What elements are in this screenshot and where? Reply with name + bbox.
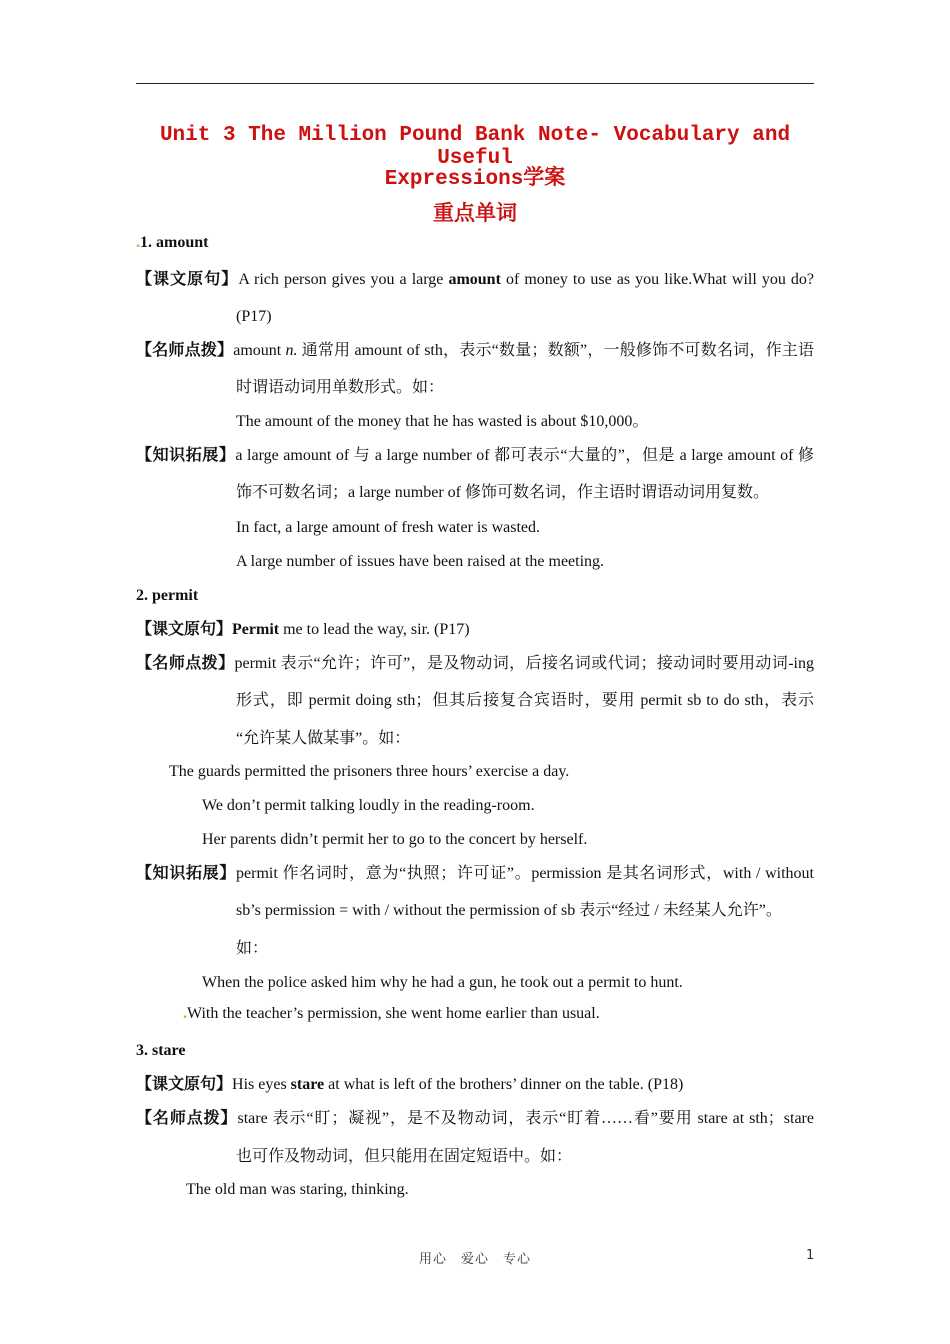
label-original: 【课文原句】: [136, 271, 239, 288]
permit-expand-example2: .With the teacher’s permission, she went home earlier than usual.: [183, 1005, 600, 1022]
bullet-dot-icon: .: [136, 234, 140, 251]
amount-original-sentence: 【课文原句】A rich person gives you a large amount of money to use as you like.What will you do?: [136, 271, 815, 288]
permit-original-sentence: 【课文原句】Permit me to lead the way, sir. (P17): [136, 621, 470, 638]
stare-original-sentence: 【课文原句】His eyes stare at what is left of the brothers’ dinner on the table. (P18): [136, 1076, 684, 1093]
footer-motto: 用心 爱心 专心: [418, 1252, 531, 1267]
permit-tip-line2: 形式，即 permit doing sth；但其后接复合宾语时，要用 permit sb to do sth，表示: [236, 692, 814, 709]
label-original: 【课文原句】: [136, 621, 233, 638]
label-expand: 【知识拓展】: [136, 865, 237, 882]
label-tip: 【名师点拨】: [136, 1110, 238, 1127]
permit-expand-line3: 如：: [236, 940, 269, 957]
amount-expand-example2: A large number of issues have been raised at the meeting.: [236, 553, 605, 570]
label-original: 【课文原句】: [136, 1076, 233, 1093]
header-rule: [136, 83, 814, 84]
permit-example3: Her parents didn’t permit her to go to the concert by herself.: [202, 831, 588, 848]
amount-tip-example: The amount of the money that he has wasted is about $10,000。: [236, 413, 649, 430]
bullet-dot-icon: .: [183, 1005, 187, 1022]
stare-tip-line2: 也可作及物动词，但只能用在固定短语中。如：: [236, 1148, 573, 1165]
permit-expand-line2: sb’s permission = with / without the permission of sb 表示“经过 / 未经某人允许”。: [236, 902, 782, 919]
stare-example1: The old man was staring, thinking.: [186, 1181, 409, 1198]
document-title-line2: Expressions学案: [384, 168, 566, 191]
amount-original-page: (P17): [236, 308, 272, 325]
amount-expand: 【知识拓展】a large amount of 与 a large number of 都可表示“大量的”，但是 a large amount of 修: [136, 447, 814, 464]
permit-tip: 【名师点拨】permit 表示“允许；许可”，是及物动词，后接名词或代词；接动词时要用动词-ing: [136, 655, 814, 672]
entry-heading-amount: .1. amount: [136, 234, 209, 251]
amount-tip: 【名师点拨】amount n. 通常用 amount of sth，表示“数量；数额”，一般修饰不可数名词，作主语: [136, 342, 814, 359]
permit-tip-line3: “允许某人做某事”。如：: [236, 730, 411, 747]
section-title: 重点单词: [433, 201, 517, 225]
permit-example2: We don’t permit talking loudly in the reading-room.: [202, 797, 535, 814]
permit-expand-example1: When the police asked him why he had a gun, he took out a permit to hunt.: [202, 974, 683, 991]
permit-expand: 【知识拓展】permit 作名词时，意为“执照；许可证”。permission 是其名词形式，with / without: [136, 865, 814, 882]
entry-heading-permit: 2. permit: [136, 587, 199, 604]
amount-expand-line2: 饰不可数名词；a large number of 修饰可数名词，作主语时谓语动词用复数。: [236, 484, 769, 501]
amount-expand-example1: In fact, a large amount of fresh water is wasted.: [236, 519, 541, 536]
amount-tip-line2: 时谓语动词用单数形式。如：: [236, 379, 445, 396]
label-tip: 【名师点拨】: [136, 655, 235, 672]
stare-tip: 【名师点拨】stare 表示“盯；凝视”，是不及物动词，表示“盯着……看”要用 stare at sth；stare: [136, 1110, 814, 1127]
page-number: 1: [806, 1248, 815, 1263]
entry-heading-stare: 3. stare: [136, 1042, 186, 1059]
permit-example1: The guards permitted the prisoners three hours’ exercise a day.: [169, 763, 570, 780]
label-tip: 【名师点拨】: [136, 342, 234, 359]
document-title-line1: Unit 3 The Million Pound Bank Note- Vocabulary and Useful: [159, 124, 791, 170]
label-expand: 【知识拓展】: [136, 447, 236, 464]
